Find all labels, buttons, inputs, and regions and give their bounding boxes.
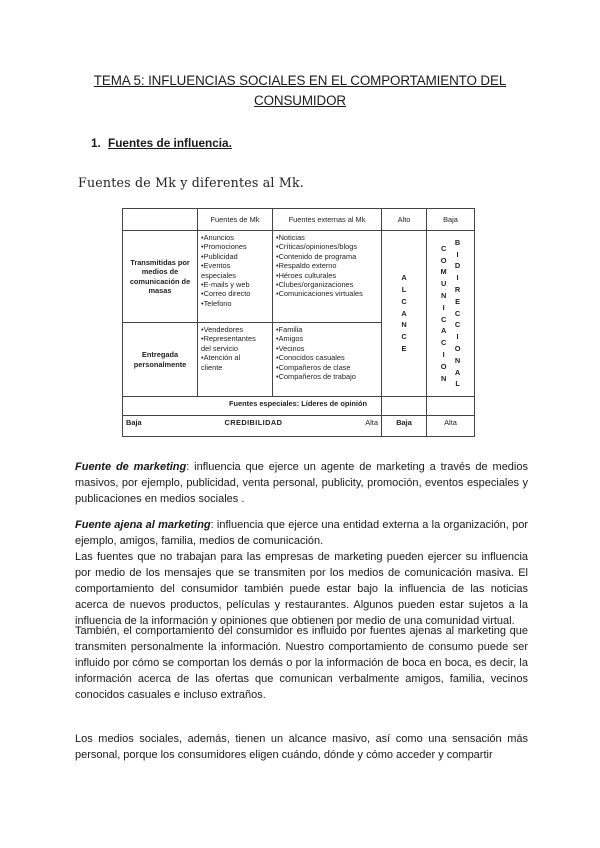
vertical-letter: B bbox=[454, 237, 461, 247]
vertical-letter: C bbox=[401, 296, 407, 306]
page-title bbox=[80, 71, 520, 111]
term-external-source: Fuente ajena al marketing bbox=[75, 519, 211, 531]
list-item: •Respaldo externo bbox=[276, 261, 337, 271]
vertical-letter: N bbox=[440, 291, 447, 300]
list-item: •Comunicaciones virtuales bbox=[276, 289, 363, 299]
definition-text: : influencia que ejerce un agente de marketing a través de medios masivos, por ejemplo, publicidad, venta personal, publicity, promoción, eventos especiales y publicaciones en medios sociales . bbox=[75, 461, 528, 505]
list-item: del servicio bbox=[201, 343, 238, 353]
sources-table bbox=[122, 208, 475, 437]
cell-mk-personal bbox=[198, 323, 273, 397]
list-item: •Noticias bbox=[276, 233, 305, 242]
row-label-mass-media: Transmitidas por medios de comunicación de masas bbox=[123, 231, 198, 323]
table-row-credibility bbox=[123, 416, 475, 437]
vertical-letter: A bbox=[454, 367, 461, 377]
credibility-label: CREDIBILIDAD bbox=[224, 418, 283, 427]
list-item: •Vecinos bbox=[276, 343, 305, 353]
list-item: especiales bbox=[201, 270, 236, 280]
vertical-letter: N bbox=[401, 320, 407, 330]
list-item: •Compañeros de clase bbox=[276, 362, 351, 372]
definition-text: : influencia que ejerce una entidad externa a la organización, por ejemplo, amigos, familia, medios de comunicación. bbox=[75, 519, 528, 547]
list-item: •Eventos bbox=[201, 261, 231, 271]
list-item: •Representantes bbox=[201, 334, 256, 344]
vertical-letter: L bbox=[455, 379, 460, 389]
table-row-mass-media bbox=[123, 231, 475, 323]
paragraph-marketing-source bbox=[75, 459, 528, 507]
vertical-letter: A bbox=[401, 308, 407, 318]
vertical-letter: I bbox=[456, 273, 459, 283]
vertical-letter: C bbox=[454, 308, 461, 318]
special-empty-cell bbox=[382, 397, 427, 416]
list-item: •Correo directo bbox=[201, 289, 251, 299]
section-heading bbox=[91, 136, 232, 150]
list-item: •Promociones bbox=[201, 242, 247, 252]
header-external-sources: Fuentes externas al Mk bbox=[273, 209, 382, 231]
list-item: •Amigos bbox=[276, 334, 304, 344]
table-row-special bbox=[123, 397, 475, 416]
term-marketing-source: Fuente de marketing bbox=[75, 461, 187, 473]
cell-external-personal bbox=[273, 323, 382, 397]
vertical-letter: N bbox=[440, 373, 447, 383]
list-item: •Telefono bbox=[201, 298, 232, 308]
list-item: •Publicidad bbox=[201, 251, 238, 261]
vertical-letter: O bbox=[454, 343, 461, 353]
cred-alta-cell: Alta bbox=[427, 416, 475, 437]
vertical-letter: C bbox=[440, 314, 447, 324]
vertical-letter: N bbox=[454, 355, 461, 365]
vertical-letter: I bbox=[456, 332, 459, 342]
special-empty-cell bbox=[427, 397, 475, 416]
alcance-vertical-label bbox=[382, 231, 427, 397]
vertical-letter: D bbox=[454, 261, 461, 271]
list-item: •Familia bbox=[276, 325, 303, 334]
header-alto: Alto bbox=[382, 209, 427, 231]
vertical-letter: R bbox=[454, 285, 461, 294]
vertical-letter: A bbox=[440, 326, 447, 336]
header-mk-sources: Fuentes de Mk bbox=[198, 209, 273, 231]
list-item: •Clubes/organizaciones bbox=[276, 280, 354, 290]
vertical-letter: C bbox=[454, 320, 461, 330]
comunicacion-column bbox=[441, 237, 447, 390]
section-label: Fuentes de influencia. bbox=[108, 136, 232, 150]
vertical-letter: I bbox=[442, 302, 445, 312]
vertical-letter: A bbox=[401, 273, 407, 283]
list-item: •Contenido de programa bbox=[276, 251, 357, 261]
title-line-2: CONSUMIDOR bbox=[254, 93, 346, 108]
figure-title: Fuentes de Mk y diferentes al Mk. bbox=[78, 175, 304, 190]
vertical-letter: M bbox=[440, 267, 447, 277]
list-item: •Héroes culturales bbox=[276, 270, 337, 280]
vertical-letter: I bbox=[456, 249, 459, 259]
special-sources-cell: Fuentes especiales: Líderes de opinión bbox=[123, 397, 382, 416]
vertical-letter: O bbox=[440, 361, 447, 371]
table-header-row bbox=[123, 209, 475, 231]
list-item: •Atención al bbox=[201, 353, 241, 363]
vertical-letter: C bbox=[440, 338, 447, 348]
list-item: •Compañeros de trabajo bbox=[276, 372, 356, 382]
credibility-cell bbox=[123, 416, 382, 437]
header-baja: Baja bbox=[427, 209, 475, 231]
vertical-letter: U bbox=[440, 279, 447, 289]
vertical-letter: C bbox=[440, 243, 447, 253]
list-item: •Conocidos casuales bbox=[276, 353, 345, 363]
list-item: •Vendedores bbox=[201, 325, 244, 334]
vertical-letter: C bbox=[401, 332, 407, 342]
comunicacion-bidireccional-label bbox=[427, 231, 475, 397]
list-item: •Anuncios bbox=[201, 233, 234, 242]
cred-baja-cell: Baja bbox=[382, 416, 427, 437]
bidireccional-column bbox=[455, 237, 461, 390]
table-corner-cell bbox=[123, 209, 198, 231]
credibility-low: Baja bbox=[126, 418, 142, 427]
section-number: 1. bbox=[91, 136, 101, 150]
paragraph-body-3: Los medios sociales, además, tienen un alcance masivo, así como una sensación más personal, porque los consumidores eligen cuándo, dónde y cómo acceder y compartir bbox=[75, 733, 528, 761]
vertical-letter: L bbox=[401, 285, 407, 294]
paragraph-external-source bbox=[75, 517, 528, 549]
list-item: cliente bbox=[201, 362, 223, 372]
row-label-personal: Entregada personalmente bbox=[123, 323, 198, 397]
cell-external-mass-media bbox=[273, 231, 382, 323]
vertical-letter: O bbox=[440, 255, 447, 265]
paragraph-body-2: También, el comportamiento del consumidor es influido por fuentes ajenas al marketing que transmiten personalmente la información. Nuestro comportamiento de consumo puede ser influido por cómo se comportan los demás o por la información de boca en boca, es decir, la información acerca de las ofertas que comunican verbalmente amigos, familia, vecinos conocidos casuales e incluso extraños. bbox=[75, 625, 528, 701]
list-item: •Críticas/opiniones/blogs bbox=[276, 242, 358, 252]
vertical-letter: I bbox=[442, 349, 445, 359]
credibility-high: Alta bbox=[365, 418, 378, 427]
list-item: •E-mails y web bbox=[201, 280, 250, 290]
title-line-1: TEMA 5: INFLUENCIAS SOCIALES EN EL COMPORTAMIENTO DEL bbox=[93, 73, 507, 88]
vertical-letter: E bbox=[401, 343, 407, 353]
paragraph-body-1: Las fuentes que no trabajan para las empresas de marketing pueden ejercer su influencia por medio de los mensajes que se transmiten por los medios de comunicación masiva. El comportamiento del consumidor también puede estar bajo la influencia de las noticias acerca de nuevos productos, películas y restaurantes. Algunos pueden estar sujetos a la influencia de la información y opiniones que obtienen por medio de una comunidad virtual. bbox=[75, 551, 528, 627]
vertical-letter: E bbox=[455, 296, 461, 306]
cell-mk-mass-media bbox=[198, 231, 273, 323]
